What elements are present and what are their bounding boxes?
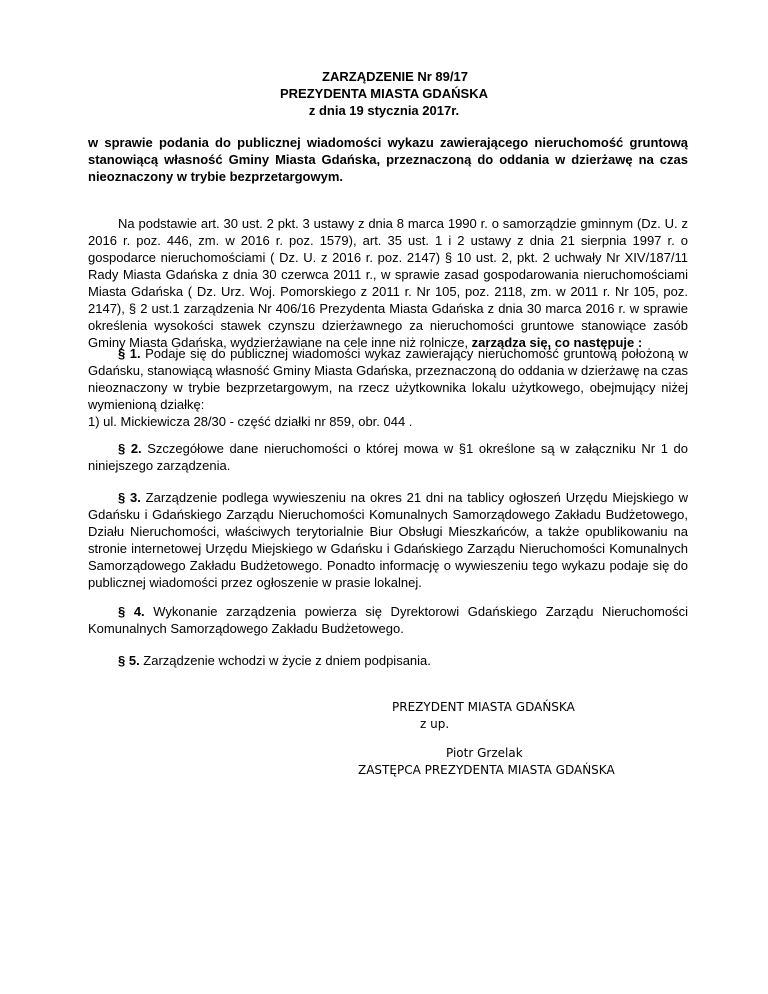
section-4-text: Wykonanie zarządzenia powierza się Dyrektorowi Gdańskiego Zarządu Nieruchomości Komunalnych Samorządowego Zakładu Budżetowego.	[88, 604, 689, 636]
signatory-position: ZASTĘPCA PREZYDENTA MIASTA GDAŃSKA	[358, 763, 615, 777]
issuer-title: PREZYDENTA MIASTA GDAŃSKA	[280, 86, 488, 101]
section-3-text: Zarządzenie podlega wywieszeniu na okres 21 dni na tablicy ogłoszeń Urzędu Miejskiego w Gdańsku i Gdańskiego Zarządu Nieruchomości Komunalnych Samorządowego Zakładu Budżetowego, Działu Nieruchomości, właściwych terytorialnie Biur Obsługi Mieszkańców, a także opublikowaniu na stronie internetowej Urzędu Miejskiego w Gdańsku i Gdańskiego Zarządu Nieruchomości Komunalnych Samorządowego Zakładu Budżetowego. Ponadto informację o wywieszeniu tego wykazu podaje się do publicznej wiadomości przez ogłoszenie w prasie lokalnej.	[88, 490, 688, 590]
signature-title: PREZYDENT MIASTA GDAŃSKA	[392, 700, 575, 714]
section-1	[88, 345, 688, 430]
section-2-number: § 2.	[118, 441, 142, 456]
document-header	[0, 68, 768, 119]
section-5-number: § 5.	[118, 653, 140, 668]
section-1-number: § 1.	[118, 346, 141, 361]
section-3-number: § 3.	[118, 490, 141, 505]
section-4-number: § 4.	[118, 604, 145, 619]
section-3	[88, 489, 688, 591]
preamble-paragraph	[88, 215, 688, 351]
section-5-text: Zarządzenie wchodzi w życie z dniem podpisania.	[139, 653, 431, 668]
section-1-item: 1) ul. Mickiewicza 28/30 - część działki nr 859, obr. 044 .	[88, 414, 413, 429]
section-2-text: Szczegółowe dane nieruchomości o której mowa w §1 określone są w załączniku Nr 1 do niniejszego zarządzenia.	[88, 441, 688, 473]
signature-authorization: z up.	[420, 717, 450, 731]
section-2	[88, 440, 688, 474]
preamble-bold-end: zarządza się, co następuje :	[471, 335, 643, 350]
preamble-text: Na podstawie art. 30 ust. 2 pkt. 3 ustawy z dnia 8 marca 1990 r. o samorządzie gminnym (Dz. U. z 2016 r. poz. 446, zm. w 2016 r. poz. 1579), art. 35 ust. 1 i 2 ustawy z dnia 21 sierpnia 1997 r. o gospodarce nieruchomościami ( Dz. U. z 2016 r. poz. 2147) § 10 ust. 2, pkt. 2 uchwały Nr XIV/187/11 Rady Miasta Gdańska z dnia 30 czerwca 2011 r., w sprawie zasad gospodarowania nieruchomościami Miasta Gdańska ( Dz. Urz. Woj. Pomorskiego z 2011 r. Nr 105, poz. 2118, zm. w 2011 r. Nr 105, poz. 2147), § 2 ust.1 zarządzenia Nr 406/16 Prezydenta Miasta Gdańska z dnia 30 marca 2016 r. w sprawie określenia wysokości stawek czynszu dzierżawnego za nieruchomości gruntowe stanowiące zasób Gminy Miasta Gdańska, wydzierżawiane na cele inne niż rolnicze,	[88, 216, 688, 350]
ordinance-date: z dnia 19 stycznia 2017r.	[308, 103, 460, 118]
section-4	[88, 603, 688, 637]
section-1-text: Podaje się do publicznej wiadomości wykaz zawierający nieruchomość gruntową położoną w Gdańsku, stanowiącą własność Gminy Miasta Gdańska, przeznaczoną do oddania w dzierżawę na czas nieoznaczony w trybie bezprzetargowym, na rzecz użytkownika lokalu użytkowego, obejmujący niżej wymienioną działkę:	[88, 346, 688, 412]
section-5	[88, 652, 688, 669]
ordinance-number: ZARZĄDZENIE Nr 89/17	[322, 69, 468, 84]
signatory-name: Piotr Grzelak	[446, 746, 523, 760]
subject-paragraph: w sprawie podania do publicznej wiadomości wykazu zawierającego nieruchomość gruntową stanowiącą własność Gminy Miasta Gdańska, przeznaczoną do oddania w dzierżawę na czas nieoznaczony w trybie bezprzetargowym.	[88, 135, 688, 184]
